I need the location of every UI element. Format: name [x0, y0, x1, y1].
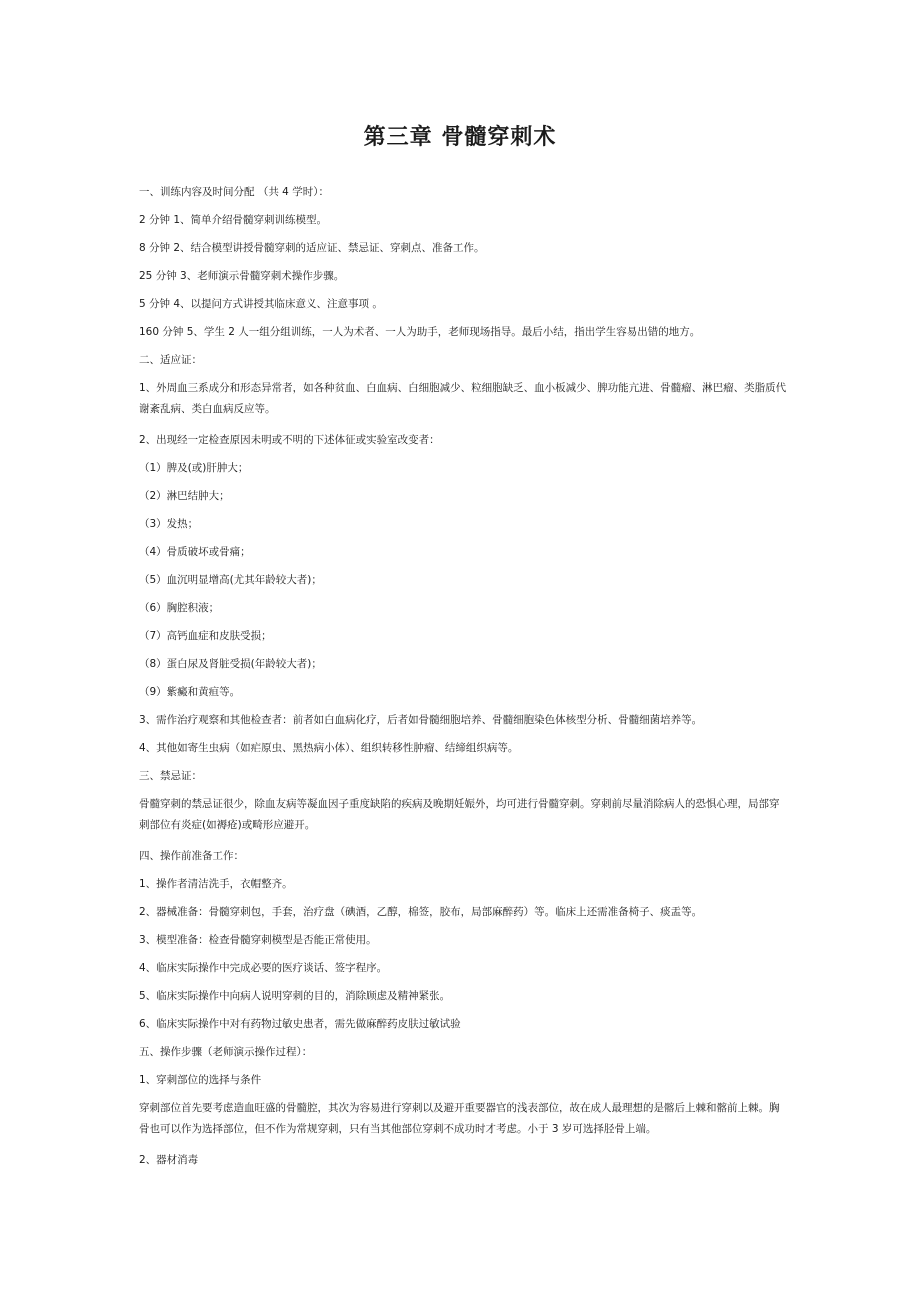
section-heading-procedure: 五、操作步骤（老师演示操作过程）：: [139, 1046, 313, 1058]
list-item: 2 分钟 1、简单介绍骨髓穿刺训练模型。: [139, 214, 328, 226]
list-item: 5 分钟 4、以提问方式讲授其临床意义、注意事项 。: [139, 298, 383, 310]
list-item: （5）血沉明显增高(尤其年龄较大者)；: [139, 574, 322, 586]
list-item: 4、临床实际操作中完成必要的医疗谈话、签字程序。: [139, 962, 388, 974]
list-item: （6）胸腔积液；: [139, 602, 220, 614]
list-item: 6、临床实际操作中对有药物过敏史患者，需先做麻醉药皮肤过敏试验: [139, 1018, 461, 1030]
list-item: 2、出现经一定检查原因未明或不明的下述体征或实验室改变者：: [139, 434, 440, 446]
list-item: 3、模型准备：检查骨髓穿刺模型是否能正常使用。: [139, 934, 377, 946]
section-heading-contraindications: 三、禁忌证：: [139, 770, 202, 782]
list-item: （3）发热；: [139, 518, 199, 530]
list-item: 160 分钟 5、学生 2 人一组分组训练，一人为术者、一人为助手，老师现场指导。最后小结，指出学生容易出错的地方。: [139, 326, 701, 338]
section-heading-training: 一、训练内容及时间分配 （共 4 学时）：: [139, 186, 329, 198]
section-heading-indications: 二、适应证：: [139, 354, 202, 366]
list-item: 25 分钟 3、老师演示骨髓穿刺术操作步骤。: [139, 270, 345, 282]
list-item: （9）紫癜和黄疸等。: [139, 686, 241, 698]
list-item: （7）高钙血症和皮肤受损；: [139, 630, 272, 642]
list-item: （2）淋巴结肿大；: [139, 490, 230, 502]
list-item: 2、器械准备：骨髓穿刺包，手套，治疗盘（碘酒，乙醇，棉签，胶布，局部麻醉药）等。临床上还需准备椅子、痰盂等。: [139, 906, 703, 918]
page-title: 第三章 骨髓穿刺术: [363, 125, 557, 150]
list-item: 8 分钟 2、结合模型讲授骨髓穿刺的适应证、禁忌证、穿刺点、准备工作。: [139, 242, 485, 254]
section-heading-preparation: 四、操作前准备工作：: [139, 850, 244, 862]
list-item: 1、操作者清洁洗手，衣帽整齐。: [139, 878, 293, 890]
list-item: （1）脾及(或)肝肿大；: [139, 462, 249, 474]
list-item: 3、需作治疗观察和其他检查者：前者如白血病化疗，后者如骨髓细胞培养、骨髓细胞染色体核型分析、骨髓细菌培养等。: [139, 714, 703, 726]
list-item: （8）蛋白尿及肾脏受损(年龄较大者)；: [139, 658, 322, 670]
subsection-heading: 1、穿刺部位的选择与条件: [139, 1074, 262, 1086]
subsection-heading: 2、器材消毒: [139, 1154, 199, 1166]
paragraph: 穿刺部位首先要考虑造血旺盛的骨髓腔，其次为容易进行穿刺以及避开重要器官的浅表部位，故在成人最理想的是髂后上棘和髂前上棘。胸骨也可以作为选择部位，但不作为常规穿刺，只有当其他部位穿刺不成功时才考虑。小于 3 岁可选择胫骨上端。: [139, 1102, 780, 1135]
paragraph: 1、外周血三系成分和形态异常者，如各种贫血、白血病、白细胞减少、粒细胞缺乏、血小板减少、脾功能亢进、骨髓瘤、淋巴瘤、类脂质代谢紊乱病、类白血病反应等。: [139, 382, 787, 415]
list-item: 5、临床实际操作中向病人说明穿刺的目的，消除顾虑及精神紧张。: [139, 990, 451, 1002]
list-item: 4、其他如寄生虫病（如疟原虫、黑热病小体）、组织转移性肿瘤、结缔组织病等。: [139, 742, 519, 754]
paragraph: 骨髓穿刺的禁忌证很少，除血友病等凝血因子重度缺陷的疾病及晚期妊娠外，均可进行骨髓穿刺。穿刺前尽量消除病人的恐惧心理，局部穿刺部位有炎症(如褥疮)或畸形应避开。: [139, 798, 780, 831]
list-item: （4）骨质破坏或骨痛；: [139, 546, 251, 558]
